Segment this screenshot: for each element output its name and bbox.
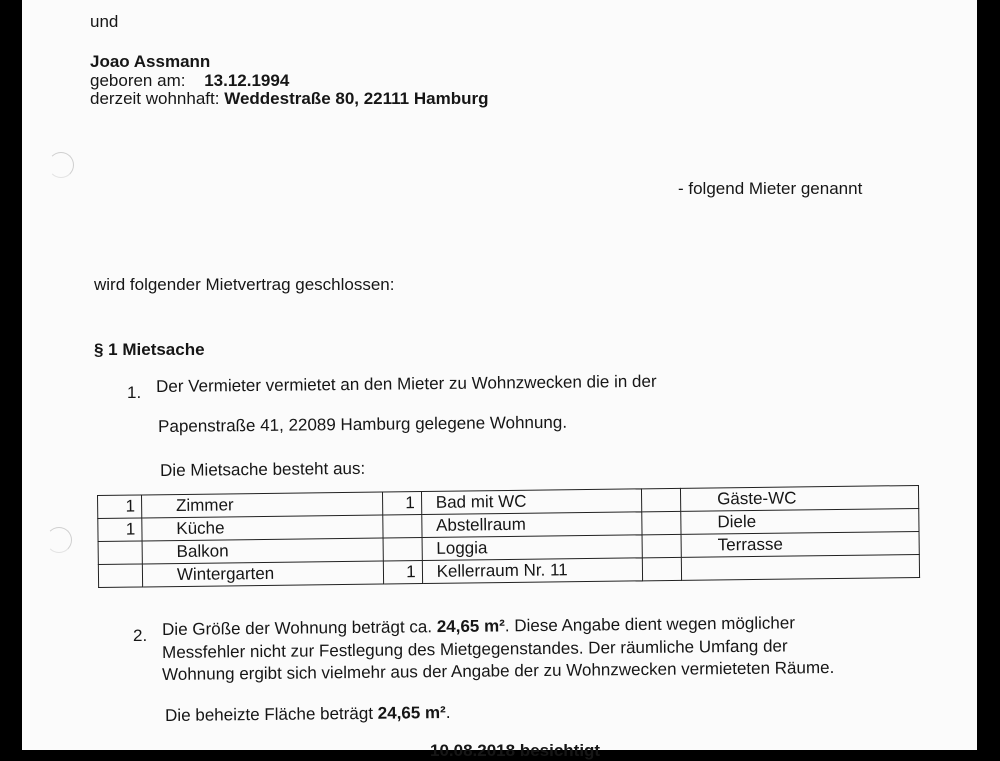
item3-partial-line	[430, 741, 600, 761]
table-count-cell	[642, 511, 681, 534]
role-note: - folgend Mieter genannt	[678, 179, 863, 198]
tenant-birth-line	[90, 71, 289, 91]
address-label: derzeit wohnhaft:	[90, 89, 220, 108]
table-room-cell: Balkon	[142, 538, 383, 564]
table-room-cell: Terrasse	[681, 531, 919, 557]
item2-line3: Wohnung ergibt sich vielmehr aus der Angabe der zu Wohnzwecken vermieteten Räume.	[162, 657, 835, 684]
born-label: geboren am:	[90, 71, 186, 90]
table-count-cell	[98, 564, 142, 588]
tenant-address-line	[90, 89, 488, 109]
table-room-cell: Abstellraum	[421, 512, 642, 538]
section-heading: § 1 Mietsache	[94, 340, 205, 359]
table-count-cell	[383, 538, 422, 561]
item2-line1	[162, 613, 795, 640]
table-room-cell	[681, 554, 919, 580]
table-count-cell	[98, 541, 142, 565]
document-page	[22, 0, 977, 760]
item2-line1-post: . Diese Angabe dient wegen möglicher	[504, 613, 796, 636]
item1-number: 1.	[127, 383, 142, 402]
und-text: und	[90, 12, 119, 31]
punch-hole-upper	[48, 152, 74, 178]
table-room-cell: Bad mit WC	[421, 489, 642, 515]
heated-area-value: 24,65 m²	[377, 703, 446, 723]
table-count-cell: 1	[382, 492, 421, 515]
punch-hole-lower	[46, 527, 72, 553]
room-table-body	[98, 485, 920, 587]
heated-area-pre: Die beheizte Fläche beträgt	[165, 703, 374, 725]
room-table	[97, 485, 920, 588]
table-count-cell: 1	[383, 561, 422, 584]
table-room-cell: Loggia	[422, 535, 643, 561]
table-room-cell: Zimmer	[141, 492, 382, 518]
item1-text: Der Vermieter vermietet an den Mieter zu Wohnzwecken die in der	[156, 371, 657, 396]
table-room-cell: Kellerraum Nr. 11	[422, 558, 643, 584]
heated-area-post: .	[445, 703, 451, 723]
contract-intro: wird folgender Mietvertrag geschlossen:	[94, 275, 395, 294]
property-address: Papenstraße 41, 22089 Hamburg gelegene Wohnung.	[158, 412, 568, 436]
table-room-cell: Diele	[681, 508, 919, 534]
item2-number: 2.	[133, 626, 148, 645]
item2-line1-pre: Die Größe der Wohnung beträgt ca.	[162, 617, 433, 639]
table-count-cell: 1	[98, 518, 142, 542]
table-count-cell: 1	[98, 495, 142, 519]
table-count-cell	[383, 515, 422, 538]
address-value: Weddestraße 80, 22111 Hamburg	[224, 89, 489, 108]
apartment-size: 24,65 m²	[436, 616, 505, 637]
consists-of-label: Die Mietsache besteht aus:	[160, 458, 366, 480]
table-count-cell	[642, 534, 681, 557]
inspection-date-partial: 10.08.2018 besichtigt	[430, 741, 601, 760]
item2-line2: Messfehler nicht zur Festlegung des Mietgegenstandes. Der räumliche Umfang der	[162, 636, 788, 662]
table-room-cell: Gäste-WC	[681, 485, 919, 511]
table-count-cell	[642, 488, 681, 511]
tenant-name: Joao Assmann	[90, 52, 211, 71]
table-room-cell: Wintergarten	[142, 561, 383, 587]
table-room-cell: Küche	[142, 515, 383, 541]
table-count-cell	[643, 557, 682, 580]
heated-area-line	[165, 703, 451, 726]
born-value: 13.12.1994	[204, 71, 290, 90]
